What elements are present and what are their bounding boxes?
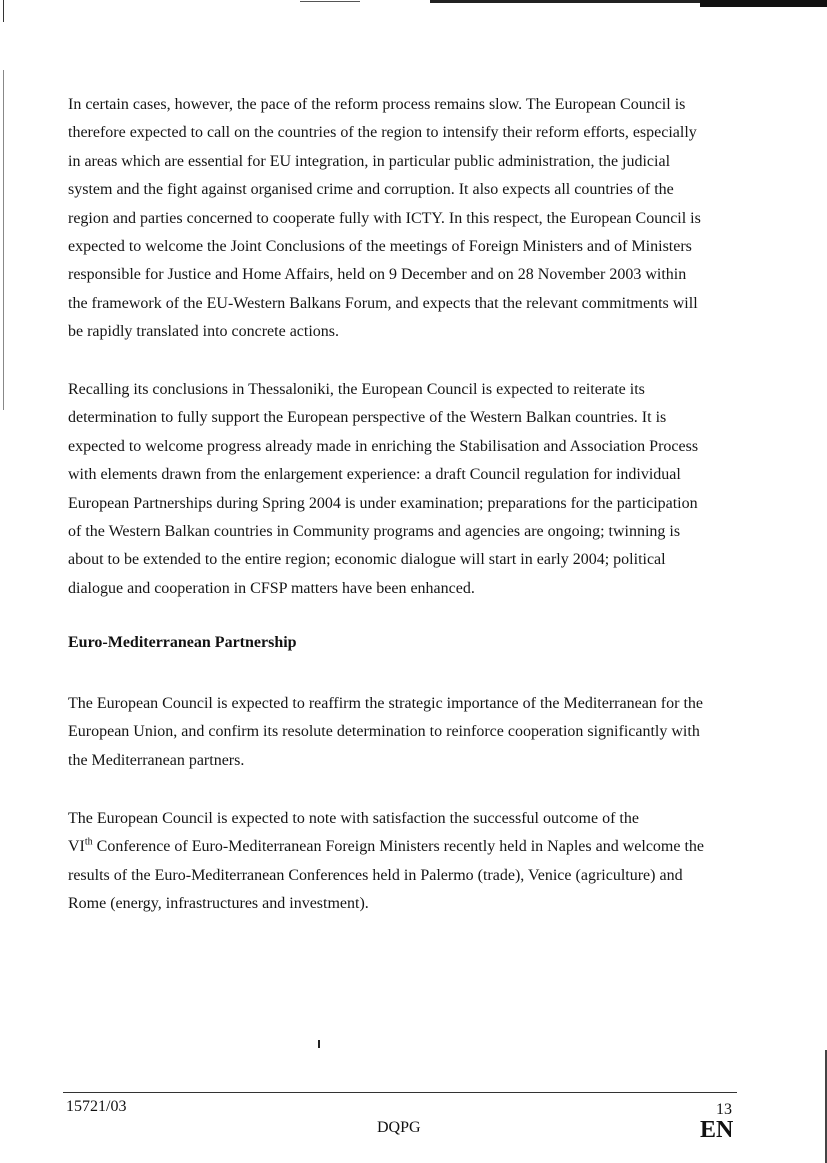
text-line: the framework of the EU-Western Balkans Forum, and expects that the relevant commitments will: [68, 294, 698, 312]
paragraph-thessaloniki: [68, 376, 740, 603]
text-line: system and the fight against organised crime and corruption. It also expects all countries of the: [68, 181, 674, 199]
text-line: European Partnerships during Spring 2004 is under examination; preparations for the participation: [68, 494, 698, 512]
paragraph-naples-conference: [68, 805, 740, 919]
scan-edge-mark: [3, 70, 4, 410]
text-line: In certain cases, however, the pace of the reform process remains slow. The European Council is: [68, 96, 686, 113]
text-line: Rome (energy, infrastructures and investment).: [68, 895, 369, 913]
text-line: region and parties concerned to cooperate fully with ICTY. In this respect, the European Council is: [68, 209, 701, 227]
roman-numeral: VI: [68, 838, 85, 856]
text-line: The European Council is expected to reaffirm the strategic importance of the Mediterranean for the: [68, 695, 703, 712]
document-reference: 15721/03: [66, 1098, 127, 1115]
ordinal-suffix: th: [84, 837, 93, 849]
text-line: the Mediterranean partners.: [68, 751, 245, 769]
scan-speck: [318, 1040, 320, 1048]
text-line: with elements drawn from the enlargement experience: a draft Council regulation for individual: [68, 466, 681, 484]
text-line: results of the Euro-Mediterranean Conferences held in Palermo (trade), Venice (agriculture) and: [68, 866, 683, 884]
scan-edge-mark: [700, 0, 827, 7]
text-fragment: Conference of Euro-Mediterranean Foreign Ministers recently held in Naples and welcome the: [92, 838, 705, 856]
text-line: dialogue and cooperation in CFSP matters have been enhanced.: [68, 579, 475, 597]
text-line: in areas which are essential for EU integration, in particular public administration, the judicial: [68, 152, 671, 170]
text-line: expected to welcome the Joint Conclusions of the meetings of Foreign Ministers and of Ministers: [68, 238, 692, 256]
scan-edge-mark: [3, 0, 4, 22]
text-line: responsible for Justice and Home Affairs, held on 9 December and on 28 November 2003 within: [68, 266, 687, 284]
paragraph-mediterranean-importance: [68, 690, 740, 775]
footer-divider: [63, 1092, 737, 1093]
text-line: determination to fully support the European perspective of the Western Balkan countries. It is: [68, 409, 667, 427]
department-code: DQPG: [377, 1119, 421, 1136]
section-heading: Euro-Mediterranean Partnership: [68, 634, 297, 651]
text-line: [68, 833, 740, 861]
paragraph-reform-process: [68, 91, 740, 347]
text-line: therefore expected to call on the countries of the region to intensify their reform efforts, especially: [68, 124, 697, 142]
text-line: be rapidly translated into concrete actions.: [68, 323, 340, 341]
page-number: 13: [716, 1101, 732, 1118]
text-line: European Union, and confirm its resolute determination to reinforce cooperation significantly with: [68, 723, 700, 741]
text-line: of the Western Balkan countries in Community programs and agencies are ongoing; twinning is: [68, 523, 681, 541]
language-code: EN: [700, 1117, 734, 1143]
scan-edge-mark: [300, 1, 360, 2]
text-line: expected to welcome progress already made in enriching the Stabilisation and Association Process: [68, 437, 699, 455]
text-line: Recalling its conclusions in Thessaloniki, the European Council is expected to reiterate its: [68, 381, 645, 398]
text-line: about to be extended to the entire region; economic dialogue will start in early 2004; political: [68, 551, 666, 569]
text-line: The European Council is expected to note with satisfaction the successful outcome of the: [68, 810, 639, 827]
